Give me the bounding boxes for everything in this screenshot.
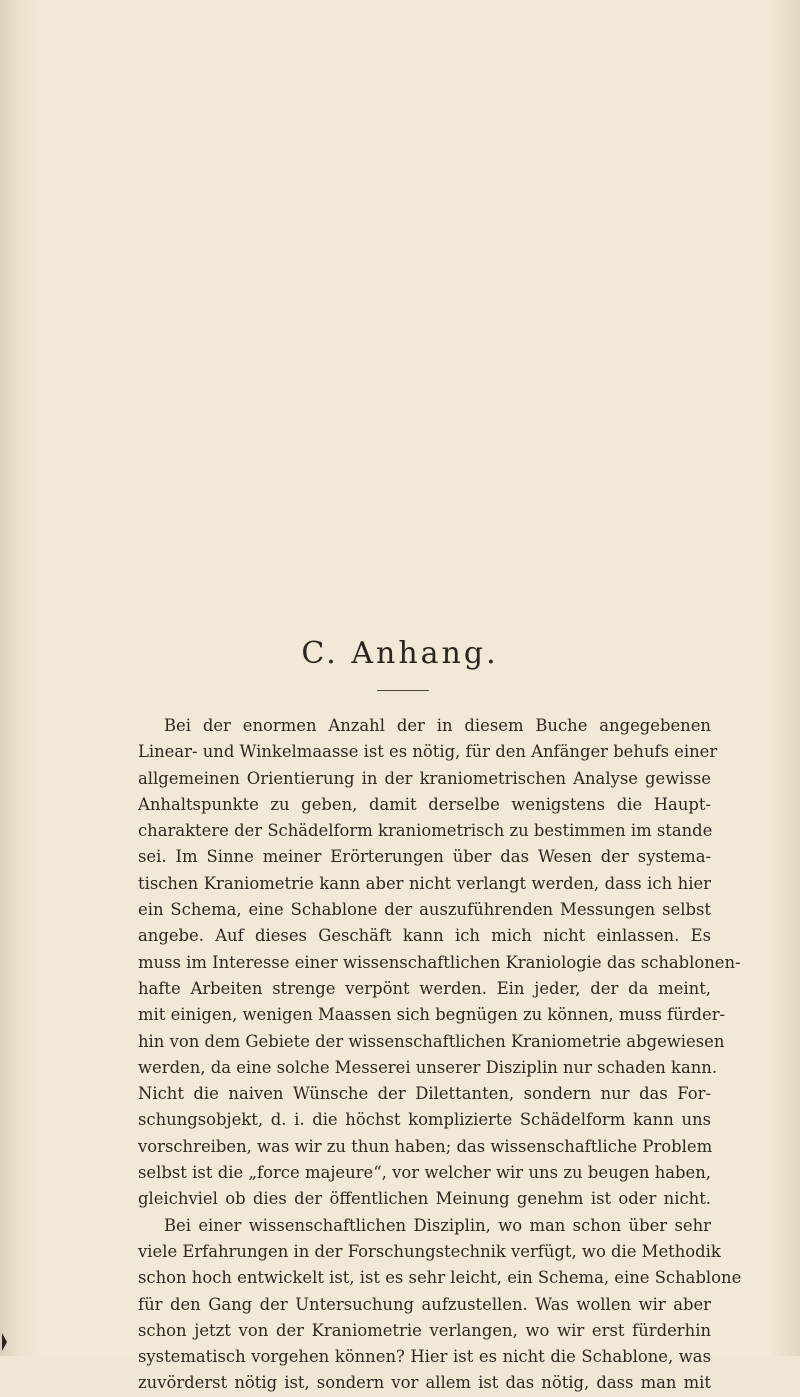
text-line: Linear- und Winkelmaasse ist es nötig, für den Anfänger behufs einer — [138, 742, 718, 762]
text-line: sei. Im Sinne meiner Erörterungen über das Wesen der systema- — [138, 847, 711, 867]
section-heading: C. Anhang. — [301, 636, 499, 671]
text-line: ein Schema, eine Schablone der auszuführenden Messungen selbst — [138, 900, 711, 920]
text-line: Bei einer wissenschaftlichen Disziplin, wo man schon über sehr — [164, 1215, 711, 1235]
text-line: hafte Arbeiten strenge verpönt werden. Ein jeder, der da meint, — [138, 978, 711, 998]
text-line: systematisch vorgehen können? Hier ist es nicht die Schablone, was — [138, 1347, 711, 1367]
text-line: schon jetzt von der Kraniometrie verlangen, wo wir erst fürderhin — [138, 1320, 711, 1340]
text-line: Bei der enormen Anzahl der in diesem Buche angegebenen — [164, 716, 711, 735]
text-line: Anhaltspunkte zu geben, damit derselbe wenigstens die Haupt- — [138, 794, 711, 814]
text-line: vorschreiben, was wir zu thun haben; das wissenschaftliche Problem — [138, 1136, 713, 1156]
text-line: angebe. Auf dieses Geschäft kann ich mich nicht einlassen. Es — [138, 926, 711, 946]
text-line: charaktere der Schädelform kraniometrisch zu bestimmen im stande — [138, 821, 713, 841]
text-line: schungsobjekt, d. i. die höchst komplizierte Schädelform kann uns — [138, 1110, 711, 1130]
heading-divider — [377, 690, 429, 691]
text-line: Nicht die naiven Wünsche der Dilettanten, sondern nur das For- — [138, 1084, 711, 1104]
text-line: zuvörderst nötig ist, sondern vor allem ist das nötig, dass man mit — [138, 1373, 711, 1393]
text-line: allgemeinen Orientierung in der kraniometrischen Analyse gewisse — [138, 768, 711, 788]
text-line: gleichviel ob dies der öffentlichen Meinung genehm ist oder nicht. — [138, 1189, 711, 1209]
text-line: selbst ist die „force majeure“, vor welcher wir uns zu beugen haben, — [138, 1163, 711, 1183]
margin-arrow-mark — [2, 1333, 7, 1351]
text-line: mit einigen, wenigen Maassen sich begnügen zu können, muss fürder- — [138, 1005, 726, 1025]
text-line: tischen Kraniometrie kann aber nicht verlangt werden, dass ich hier — [138, 873, 711, 893]
body-paragraph — [138, 713, 742, 1397]
text-line: viele Erfahrungen in der Forschungstechnik verfügt, wo die Methodik — [138, 1241, 721, 1261]
text-line: muss im Interesse einer wissenschaftlichen Kraniologie das schablonen- — [138, 952, 741, 972]
text-line: schon hoch entwickelt ist, ist es sehr leicht, ein Schema, eine Schablone — [138, 1268, 742, 1288]
text-line: hin von dem Gebiete der wissenschaftlichen Kraniometrie abgewiesen — [138, 1031, 725, 1051]
text-line: werden, da eine solche Messerei unserer Disziplin nur schaden kann. — [138, 1057, 718, 1077]
text-line: für den Gang der Untersuchung aufzustellen. Was wollen wir aber — [138, 1294, 711, 1314]
